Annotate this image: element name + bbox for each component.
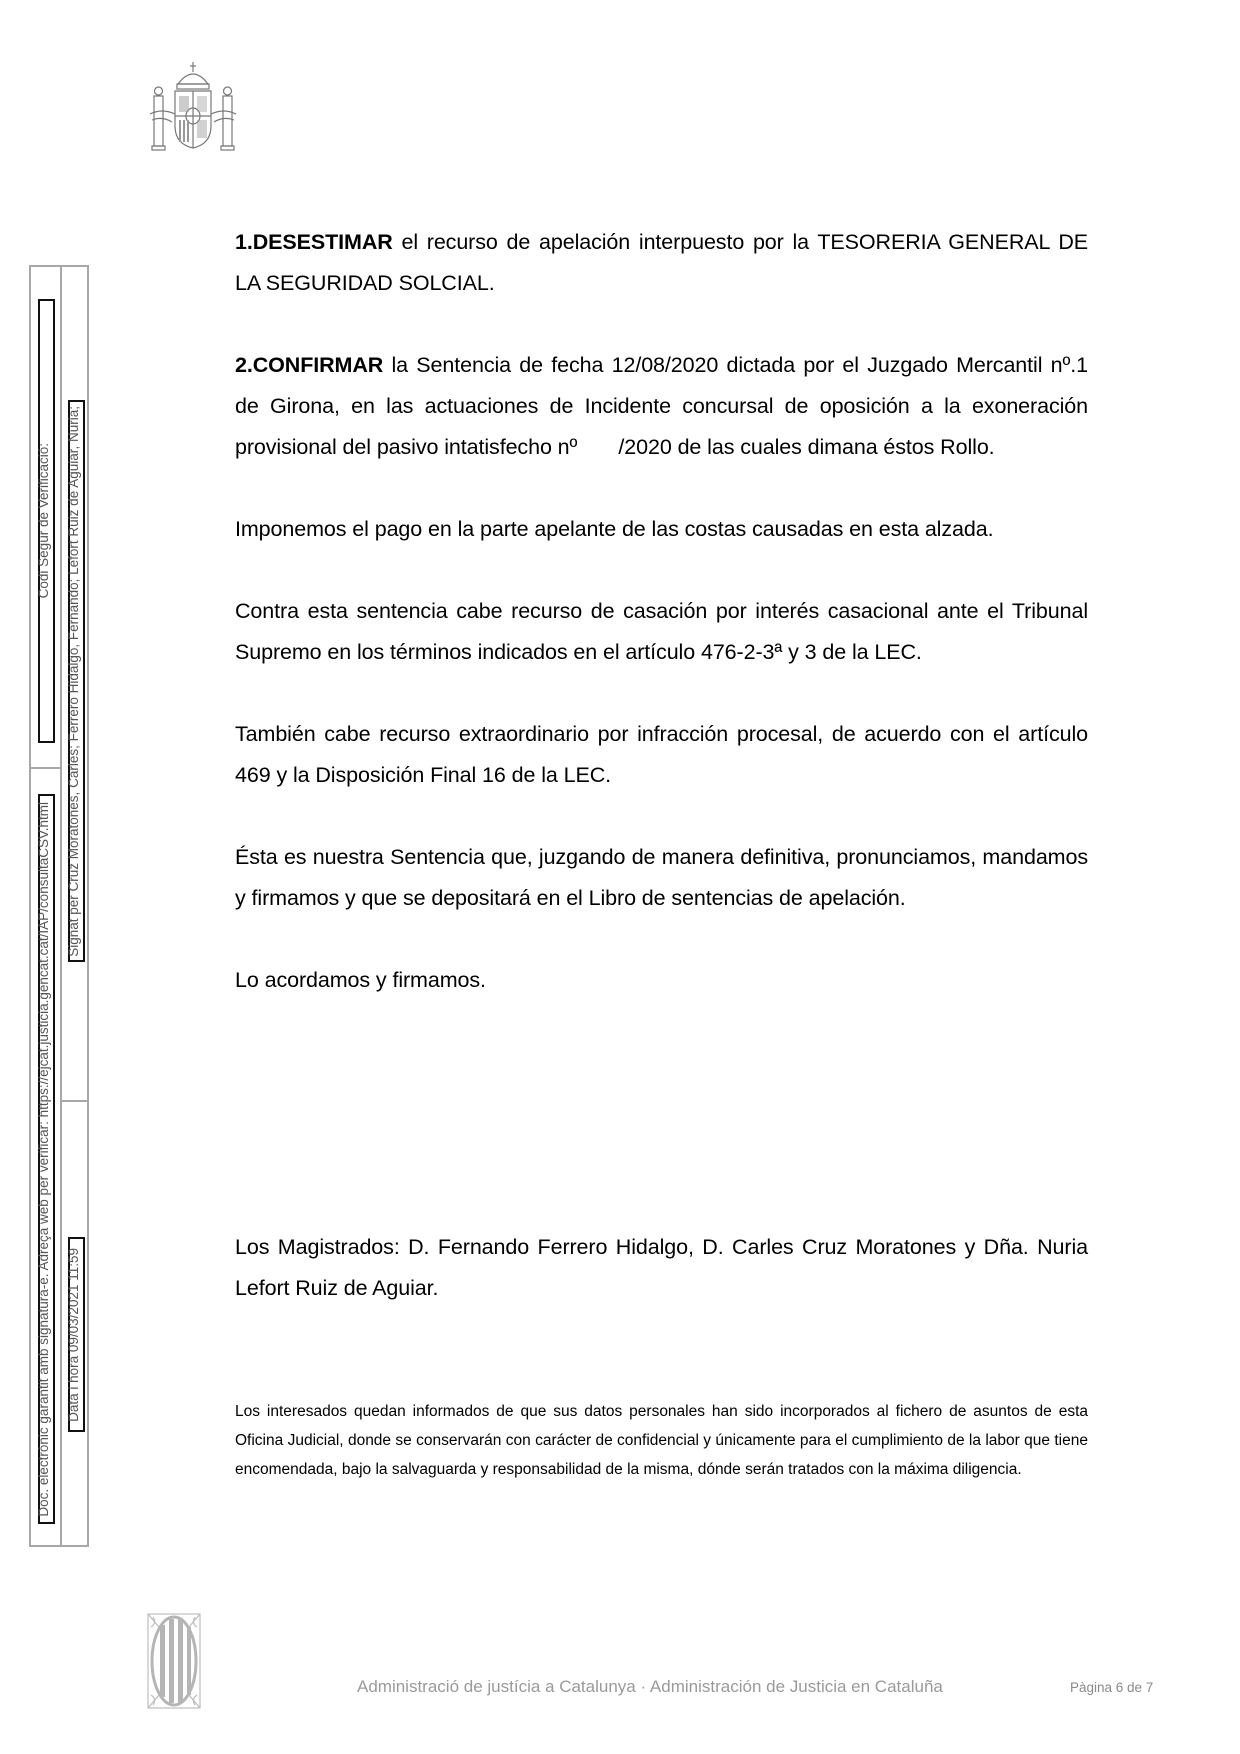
ruling-point-1-keyword: 1.DESESTIMAR — [235, 230, 393, 254]
verification-sidebar — [29, 265, 89, 1547]
verification-url-notice: Doc. electrònic garantit amb signatura-e. Adreça web per verificar: https://ejcat.justicia.gencat.cat/IAP/consultaCSV.html — [36, 801, 51, 1517]
ruling-point-2-keyword: 2.CONFIRMAR — [235, 353, 384, 377]
ruling-point-1 — [235, 222, 1088, 304]
ruling-point-2 — [235, 345, 1094, 468]
sidebar-separator — [62, 1100, 89, 1102]
page-number: Pàgina 6 de 7 — [1070, 1680, 1154, 1695]
signed-by-text: Signat per Cruz Moratones, Carles; Ferrero Hidalgo, Fernando; Lefort Ruiz de Aguiar, Nuria; — [66, 405, 81, 957]
agreement-paragraph: Lo acordamos y firmamos. — [235, 968, 486, 992]
signature-date-time: Data i hora 09/03/2021 11:59 — [66, 1247, 81, 1422]
doc-notice-box — [38, 794, 55, 1524]
signed-by-box — [68, 400, 85, 962]
ruling-point-2-text: la Sentencia de fecha 12/08/2020 dictada por el Juzgado Mercantil nº.1 de Girona, en las actuaciones de Incidente concursal de oposición a la exoneración provisional del pasivo intatisfecho nº /2020 de las cuales dimana éstos Rollo. — [235, 353, 1094, 459]
generalitat-catalunya-emblem-icon — [147, 1613, 201, 1709]
sidebar-separator — [31, 767, 60, 769]
sidebar-divider — [60, 267, 62, 1545]
csv-label: Codi Segur de Verificació: — [36, 443, 51, 599]
ruling-point-1-text: el recurso de apelación interpuesto por la TESORERIA GENERAL DE LA SEGURIDAD SOLCIAL. — [235, 230, 1088, 295]
magistrates-names: Los Magistrados: D. Fernando Ferrero Hidalgo, D. Carles Cruz Moratones y Dña. Nuria Lefort Ruiz de Aguiar. — [235, 1235, 1088, 1300]
csv-code-box — [38, 299, 55, 743]
cassation-appeal-paragraph: Contra esta sentencia cabe recurso de casación por interés casacional ante el Tribunal Supremo en los términos indicados en el artículo 476-2-3ª y 3 de la LEC. — [235, 599, 1088, 664]
privacy-notice: Los interesados quedan informados de que sus datos personales han sido incorporados al fichero de asuntos de esta Oficina Judicial, donde se conservarán con carácter de confidencial y únicamente para el cumplimiento de la labor que tiene encomendada, bajo la salvaguarda y responsabilidad de la misma, dónde serán tratados con la máxima diligencia. — [235, 1403, 1088, 1478]
footer-administration: Administració de justícia a Catalunya · Administración de Justicia en Cataluña — [357, 1677, 943, 1696]
costs-paragraph: Imponemos el pago en la parte apelante de las costas causadas en esta alzada. — [235, 517, 994, 541]
date-time-box — [68, 1237, 85, 1432]
final-sentence-paragraph: Ésta es nuestra Sentencia que, juzgando de manera definitiva, pronunciamos, mandamos y firmamos y que se depositará en el Libro de sentencias de apelación. — [235, 845, 1088, 910]
spain-coat-of-arms-icon — [148, 58, 238, 154]
extraordinary-appeal-paragraph: También cabe recurso extraordinario por infracción procesal, de acuerdo con el artículo 469 y la Disposición Final 16 de la LEC. — [235, 722, 1088, 787]
magistrates-block — [235, 1227, 1088, 1350]
sentence-ruling-body — [235, 222, 1094, 1042]
